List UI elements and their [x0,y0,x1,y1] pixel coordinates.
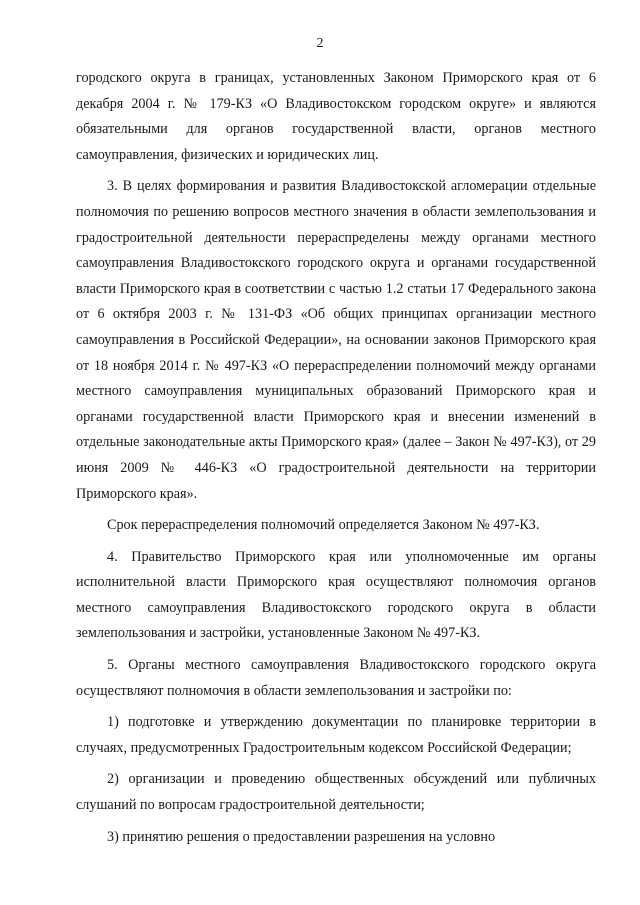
paragraph-item-4: 4. Правительство Приморского края или уполномоченные им органы исполнительной власти Приморского края осуществляют полномочия органов местного самоуправления Владивостокского городского округа в области землепользования и застройки, установленные Законом № 497-КЗ. [76,548,596,642]
page-number: 2 [316,36,324,51]
paragraph-item-3: 3. В целях формирования и развития Владивостокской агломерации отдельные полномочия по решению вопросов местного значения в области землепользования и градостроительной деятельности перераспределены между органами местного самоуправления Владивостокского городского округа и органами государственной власти Приморского края в соответствии с частью 1.2 статьи 17 Федерального закона от 6 октября 2003 г. № 131-ФЗ «Об общих принципах организации местного самоуправления в Российской Федерации», на основании законов Приморского края от 18 ноября 2014 г. № 497-КЗ «О перераспределении полномочий между органами местного самоуправления муниципальных образований Приморского края и органами государственной власти Приморского края и внесении изменений в отдельные законодательные акты Приморского края» (далее – Закон № 497-КЗ), от 29 июня 2009 № 446-КЗ «О градостроительной деятельности на территории Приморского края». [76,178,596,502]
list-item-3: 3) принятию решения о предоставлении разрешения на условно [107,828,496,845]
list-item-1: 1) подготовке и утверждению документации по планировке территории в случаях, предусмотренных Градостроительным кодексом Российской Федерации; [76,714,596,756]
list-item-2: 2) организации и проведению общественных обсуждений или публичных слушаний по вопросам градостроительной деятельности; [76,771,596,814]
document-body [76,66,596,856]
paragraph-term: Срок перераспределения полномочий определяется Законом № 497-КЗ. [107,517,540,534]
paragraph-continuation: городского округа в границах, установленных Законом Приморского края от 6 декабря 2004 г. № 179-КЗ «О Владивостокском городском округе» и являются обязательными для органов государственной власти, органов местного самоуправления, физических и юридических лиц. [76,70,596,163]
paragraph-item-5: 5. Органы местного самоуправления Владивостокского городского округа осуществляют полномочия в области землепользования и застройки по: [76,657,596,699]
